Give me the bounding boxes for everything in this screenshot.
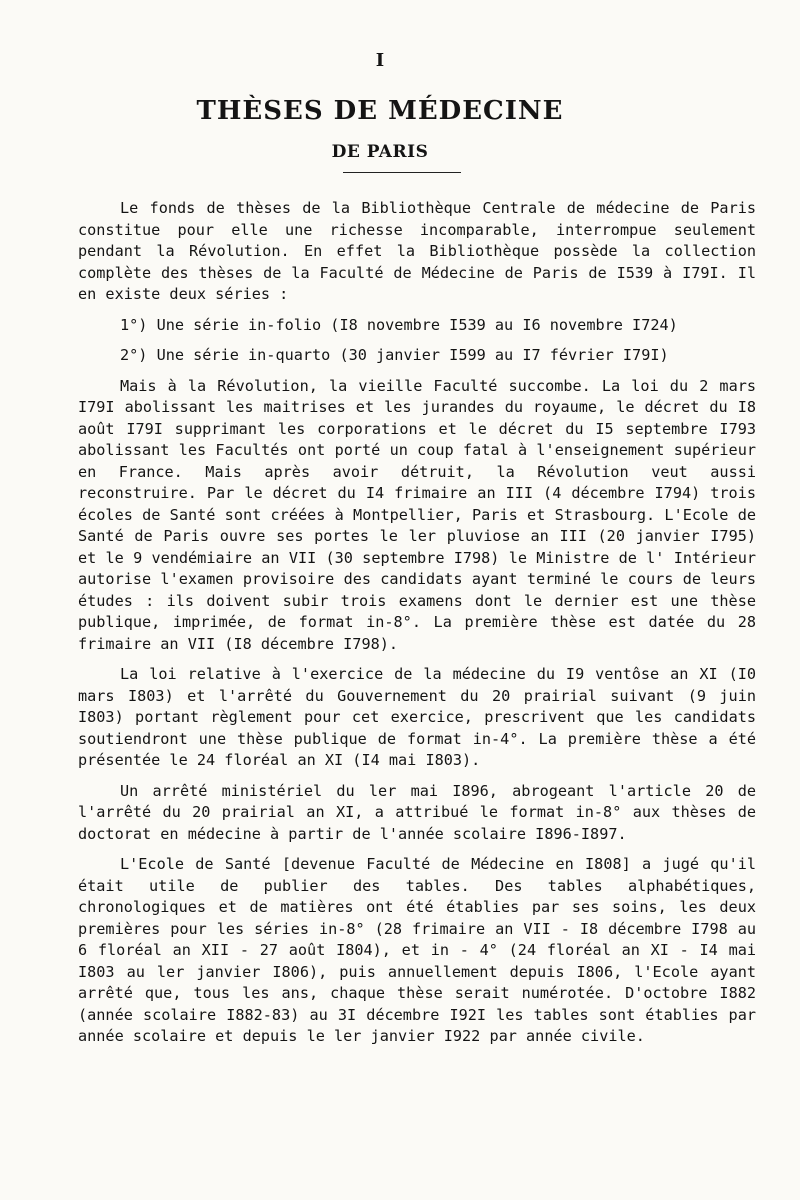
list-item-series-quarto: 2°) Une série in-quarto (30 janvier I599 au I7 février I79I) [120, 346, 669, 364]
paragraph-revolution: Mais à la Révolution, la vieille Faculté succombe. La loi du 2 mars I79I abolissant les maitrises et les jurandes du royaume, le décret du I8 août I79I supprimant les corporations et le décret du I5 septembre I793 abolissant les Facultés ont porté un coup fatal à l'enseignement supérieur en France. Mais après avoir détruit, la Révolution veut aussi reconstruire. Par le décret du I4 frimaire an III (4 décembre I794) trois écoles de Santé sont créées à Montpellier, Paris et Strasbourg. L'Ecole de Santé de Paris ouvre ses portes le ler pluviose an III (20 janvier I795) et le 9 vendémiaire an VII (30 septembre I798) le Ministre de l' Intérieur autorise l'examen provisoire des candidats ayant terminé le cours de leurs études : ils doivent subir trois examens dont le dernier est une thèse publique, imprimée, de format in-8°. La première thèse est datée du 28 frimaire an VII (I8 décembre I798). [78, 376, 756, 653]
page-subtitle: DE PARIS [331, 142, 429, 162]
page-number: I [375, 50, 385, 71]
paragraph-arrete-1896: Un arrêté ministériel du ler mai I896, abrogeant l'article 20 de l'arrêté du 20 prairial an XI, a attribué le format in-8° aux thèses de doctorat en médecine à partir de l'année scolaire I896-I897. [78, 781, 756, 843]
title-underline [343, 172, 461, 173]
body-text [78, 198, 756, 1057]
page-title: THÈSES DE MÉDECINE [196, 96, 564, 126]
paragraph-loi-ventose: La loi relative à l'exercice de la médecine du I9 ventôse an XI (I0 mars I803) et l'arrêté du Gouvernement du 20 prairial suivant (9 juin I803) portant règlement pour cet exercice, prescrivent que les candidats soutiendront une thèse publique de format in-4°. La première thèse a été présentée le 24 floréal an XI (I4 mai I803). [78, 665, 756, 769]
paragraph-tables: L'Ecole de Santé [devenue Faculté de Médecine en I808] a jugé qu'il était utile de publier des tables. Des tables alphabétiques, chronologiques et de matières ont été établies par ses soins, les deux premières pour les séries in-8° (28 frimaire an VII - I8 décembre I798 au 6 floréal an XII - 27 août I804), et in - 4° (24 floréal an XI - I4 mai I803 au ler janvier I806), puis annuellement depuis I806, l'Ecole ayant arrêté que, tous les ans, chaque thèse serait numérotée. D'octobre I882 (année scolaire I882-83) au 3I décembre I92I les tables sont établies par année scolaire et depuis le ler janvier I922 par année civile. [78, 855, 756, 1045]
paragraph-intro: Le fonds de thèses de la Bibliothèque Centrale de médecine de Paris constitue pour elle une richesse incomparable, interrompue seulement pendant la Révolution. En effet la Bibliothèque possède la collection complète des thèses de la Faculté de Médecine de Paris de I539 à I79I. Il en existe deux séries : [78, 199, 756, 303]
list-item-series-folio: 1°) Une série in-folio (I8 novembre I539 au I6 novembre I724) [120, 315, 678, 334]
